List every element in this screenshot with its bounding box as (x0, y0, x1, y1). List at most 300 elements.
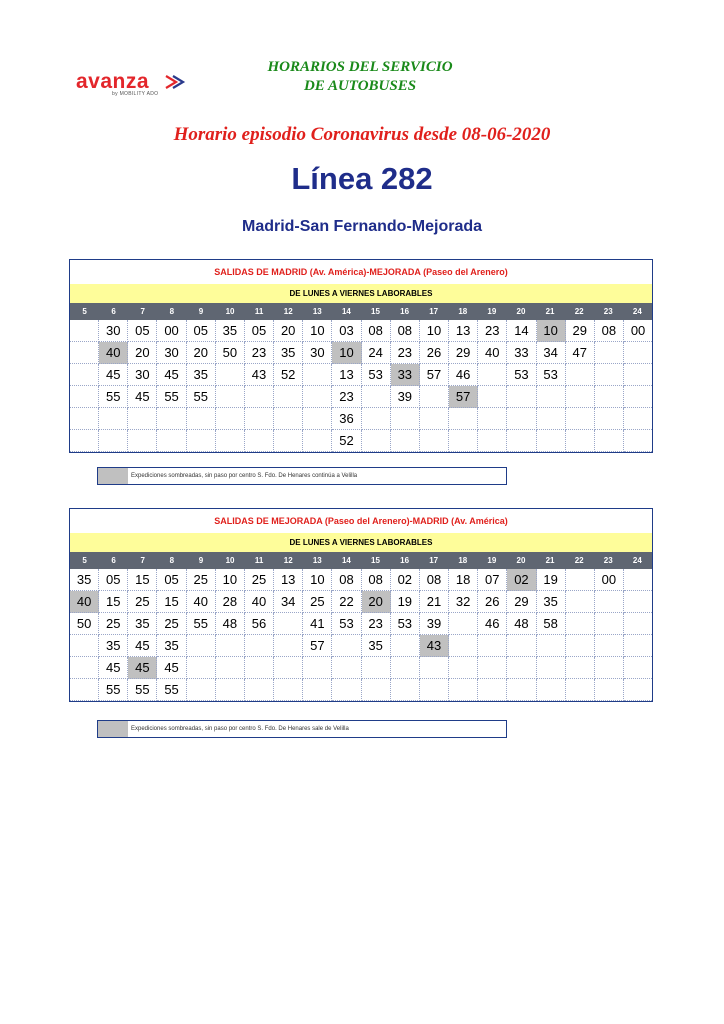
departure-cell: 05 (99, 569, 128, 591)
hour-header-cell: 15 (371, 307, 380, 316)
hour-header-cell: 13 (312, 556, 322, 565)
hour-header-cell: 18 (458, 307, 468, 316)
departure-cell (537, 657, 566, 679)
departure-cell: 55 (157, 386, 186, 408)
departure-cell: 05 (157, 569, 186, 591)
route-name: Madrid-San Fernando-Mejorada (241, 218, 483, 235)
departure-cell: 53 (391, 613, 420, 635)
departure-cell: 48 (507, 613, 536, 635)
departure-cell: 55 (157, 679, 186, 701)
departure-cell: 45 (128, 657, 157, 679)
departure-cell (449, 657, 478, 679)
departure-cell (566, 591, 595, 613)
departure-cell (245, 635, 274, 657)
departure-cell: 34 (537, 342, 566, 364)
departure-cell (537, 386, 566, 408)
hour-header-cell: 24 (632, 307, 642, 316)
line-title: Línea 282 (291, 161, 433, 196)
hour-header-cell: 5 (82, 307, 87, 316)
departure-cell (478, 679, 507, 701)
departure-cell (70, 386, 99, 408)
departure-cell (245, 657, 274, 679)
departure-cell (128, 430, 157, 452)
departure-cell: 02 (391, 569, 420, 591)
departure-cell: 13 (449, 320, 478, 342)
departure-cell: 45 (128, 635, 157, 657)
departure-cell: 45 (99, 657, 128, 679)
departure-cell: 08 (362, 569, 391, 591)
departure-cell: 58 (537, 613, 566, 635)
hour-header-cell: 22 (574, 307, 584, 316)
hour-header-cell: 10 (225, 556, 235, 565)
hour-header-cell: 6 (111, 556, 116, 565)
departure-cell (595, 657, 624, 679)
departure-cell (478, 635, 507, 657)
hour-header-cell: 8 (169, 556, 175, 565)
departure-cell (216, 386, 245, 408)
departure-cell (70, 320, 99, 342)
departure-cell (624, 569, 652, 591)
departure-cell: 23 (332, 386, 361, 408)
avanza-logo (76, 71, 196, 101)
hour-header-cell: 16 (400, 307, 410, 316)
departure-cell: 35 (537, 591, 566, 613)
departure-cell: 45 (157, 657, 186, 679)
departure-cell (274, 613, 303, 635)
timetable-madrid-mejorada (69, 259, 653, 453)
hour-header-cell: 22 (574, 556, 584, 565)
hour-header-cell: 18 (458, 556, 468, 565)
departure-cell (362, 430, 391, 452)
departure-cell: 05 (187, 320, 216, 342)
departure-cell: 56 (245, 613, 274, 635)
departure-cell (478, 364, 507, 386)
hour-header-cell: 10 (225, 307, 235, 316)
departure-cell (449, 613, 478, 635)
departure-cell: 14 (507, 320, 536, 342)
hour-header-cell: 5 (82, 556, 87, 565)
hour-header-cell: 11 (254, 556, 264, 565)
departure-cell: 08 (595, 320, 624, 342)
departure-cell: 00 (157, 320, 186, 342)
departure-cell: 39 (420, 613, 449, 635)
brand-sub: by MOBILITY ADO (112, 91, 159, 97)
departure-cell: 00 (595, 569, 624, 591)
hour-header-cell: 7 (140, 307, 145, 316)
departure-cell: 34 (274, 591, 303, 613)
hour-header-cell: 20 (516, 307, 526, 316)
departure-cell: 45 (157, 364, 186, 386)
departure-cell: 36 (332, 408, 361, 430)
legend-box (97, 467, 507, 485)
departure-cell (391, 635, 420, 657)
legend-swatch (98, 468, 128, 484)
departure-cell: 53 (537, 364, 566, 386)
hour-header-cell: 8 (169, 307, 175, 316)
table-row (70, 342, 652, 364)
departure-cell: 46 (449, 364, 478, 386)
departure-cell (157, 408, 186, 430)
departure-cell (99, 430, 128, 452)
departure-cell: 15 (157, 591, 186, 613)
hour-header-cell: 7 (140, 556, 145, 565)
days-banner: DE LUNES A VIERNES LABORABLES (70, 284, 652, 303)
departure-cell: 03 (332, 320, 361, 342)
departure-cell: 08 (362, 320, 391, 342)
departure-cell: 08 (391, 320, 420, 342)
departure-cell: 40 (70, 591, 99, 613)
departure-cell: 28 (216, 591, 245, 613)
departure-cell (70, 364, 99, 386)
departure-cell (420, 657, 449, 679)
hour-header-cell: 23 (603, 556, 613, 565)
departure-cell (566, 386, 595, 408)
hour-header-cell: 17 (429, 556, 439, 565)
departure-cell: 23 (245, 342, 274, 364)
departure-cell (274, 408, 303, 430)
departure-cell: 05 (128, 320, 157, 342)
departure-cell (216, 408, 245, 430)
departure-cell: 57 (420, 364, 449, 386)
departure-cell (566, 430, 595, 452)
table-title: SALIDAS DE MEJORADA (Paseo del Arenero)-MADRID (Av. América) (214, 516, 508, 526)
departure-cell (187, 430, 216, 452)
departure-cell (420, 386, 449, 408)
departure-cell (449, 679, 478, 701)
departure-cell (303, 386, 332, 408)
departure-cell (595, 679, 624, 701)
departure-cell (187, 408, 216, 430)
departure-cell: 24 (362, 342, 391, 364)
departure-cell (624, 408, 652, 430)
departure-cell: 26 (478, 591, 507, 613)
departure-cell: 23 (478, 320, 507, 342)
departure-cell (216, 679, 245, 701)
departure-cell: 57 (303, 635, 332, 657)
departure-cell: 10 (332, 342, 361, 364)
departure-cell: 35 (70, 569, 99, 591)
departure-cell (420, 408, 449, 430)
departure-cell (595, 364, 624, 386)
departure-cell (303, 430, 332, 452)
departure-cell: 41 (303, 613, 332, 635)
table-row (70, 657, 652, 679)
departure-cell (507, 679, 536, 701)
departure-cell (566, 364, 595, 386)
departure-cell: 07 (478, 569, 507, 591)
departure-cell: 08 (332, 569, 361, 591)
departure-cell: 08 (420, 569, 449, 591)
departure-cell: 35 (274, 342, 303, 364)
departure-cell (128, 408, 157, 430)
hour-header-cell: 9 (198, 307, 204, 316)
departure-cell (303, 408, 332, 430)
departure-cell (216, 430, 245, 452)
departure-cell: 33 (507, 342, 536, 364)
departure-cell: 15 (99, 591, 128, 613)
departure-cell: 20 (187, 342, 216, 364)
departure-cell (332, 635, 361, 657)
departure-cell (595, 591, 624, 613)
hour-header-cell: 9 (198, 556, 204, 565)
departure-cell (362, 679, 391, 701)
departure-cell (624, 342, 652, 364)
departure-cell: 52 (332, 430, 361, 452)
departure-cell: 50 (216, 342, 245, 364)
hour-header-cell: 21 (545, 556, 555, 565)
departure-cell (507, 635, 536, 657)
departure-cell (566, 613, 595, 635)
departure-cell (391, 430, 420, 452)
departure-cell (595, 430, 624, 452)
departure-cell: 22 (332, 591, 361, 613)
departure-cell (595, 408, 624, 430)
table-row (70, 430, 652, 452)
departure-cell (595, 342, 624, 364)
table-row (70, 386, 652, 408)
legend-text: Expediciones sombreadas, sin paso por centro S. Fdo. De Henares continúa a Velilla (131, 473, 358, 479)
departure-cell (187, 679, 216, 701)
departure-cell: 40 (478, 342, 507, 364)
hour-header-cell: 19 (487, 556, 497, 565)
departure-cell (391, 657, 420, 679)
departure-cell: 29 (566, 320, 595, 342)
departure-cell: 46 (478, 613, 507, 635)
hour-header-cell: 21 (545, 307, 555, 316)
departure-cell: 19 (391, 591, 420, 613)
table-row (70, 569, 652, 591)
departure-cell (507, 408, 536, 430)
departure-cell (157, 430, 186, 452)
departure-cell (70, 342, 99, 364)
departure-cell: 43 (420, 635, 449, 657)
legend-text: Expediciones sombreadas, sin paso por centro S. Fdo. De Henares sale de Velilla (131, 726, 349, 732)
departure-cell (332, 679, 361, 701)
departure-cell (274, 430, 303, 452)
legend-box (97, 720, 507, 738)
timetable-mejorada-madrid (69, 508, 653, 702)
hour-header-cell: 19 (487, 307, 497, 316)
hour-header-cell: 23 (603, 307, 613, 316)
departure-cell: 55 (99, 679, 128, 701)
departure-cell: 40 (245, 591, 274, 613)
departure-cell (595, 386, 624, 408)
hour-header-cell: 14 (341, 556, 351, 565)
departure-cell: 29 (449, 342, 478, 364)
departure-cell (245, 408, 274, 430)
departure-cell: 23 (362, 613, 391, 635)
departure-cell: 35 (187, 364, 216, 386)
departure-cell (624, 613, 652, 635)
departure-cell (449, 430, 478, 452)
departure-cell (70, 657, 99, 679)
departure-cell (624, 657, 652, 679)
departure-cell: 25 (187, 569, 216, 591)
departure-cell: 10 (303, 569, 332, 591)
arrow-icon (164, 74, 186, 90)
episode-subtitle: Horario episodio Coronavirus desde 08-06-2020 (173, 124, 551, 145)
departure-cell: 10 (216, 569, 245, 591)
departure-cell (507, 430, 536, 452)
departure-cell: 25 (99, 613, 128, 635)
departure-cell (566, 569, 595, 591)
departure-cell (624, 635, 652, 657)
table-row (70, 408, 652, 430)
hour-header-cell: 20 (516, 556, 526, 565)
departure-cell: 15 (128, 569, 157, 591)
departure-cell: 35 (216, 320, 245, 342)
departure-cell: 13 (274, 569, 303, 591)
departure-cell (70, 679, 99, 701)
departure-cell (274, 657, 303, 679)
departure-cell: 25 (128, 591, 157, 613)
departure-cell: 55 (99, 386, 128, 408)
header-title-line2: DE AUTOBUSES (303, 78, 417, 94)
hours-header (70, 303, 652, 320)
departure-cell (420, 679, 449, 701)
departure-cell (303, 679, 332, 701)
departure-cell: 52 (274, 364, 303, 386)
table-row (70, 320, 652, 342)
departure-cell (332, 657, 361, 679)
departure-cell: 25 (303, 591, 332, 613)
departure-cell (391, 408, 420, 430)
departure-cell: 40 (187, 591, 216, 613)
departure-cell: 43 (245, 364, 274, 386)
departure-cell (245, 386, 274, 408)
departure-cell: 18 (449, 569, 478, 591)
hours-header (70, 552, 652, 569)
hour-header-cell: 11 (254, 307, 264, 316)
departure-cell: 00 (624, 320, 652, 342)
departure-cell: 30 (128, 364, 157, 386)
departure-cell (391, 679, 420, 701)
departure-cell: 25 (157, 613, 186, 635)
departure-cell (566, 635, 595, 657)
departure-cell: 21 (420, 591, 449, 613)
departure-cell (624, 364, 652, 386)
departure-cell (624, 591, 652, 613)
hour-header-cell: 24 (632, 556, 642, 565)
departure-cell: 55 (187, 386, 216, 408)
departure-cell (362, 386, 391, 408)
hour-header-cell: 14 (341, 307, 351, 316)
departure-cell: 53 (507, 364, 536, 386)
departure-cell: 32 (449, 591, 478, 613)
departure-cell: 53 (362, 364, 391, 386)
departure-cell: 39 (391, 386, 420, 408)
table-row (70, 364, 652, 386)
hour-header-cell: 6 (111, 307, 116, 316)
table-row (70, 591, 652, 613)
departure-cell (566, 679, 595, 701)
departures-grid (70, 569, 652, 701)
departure-cell (420, 430, 449, 452)
departure-cell (362, 657, 391, 679)
departure-cell: 55 (128, 679, 157, 701)
hour-header-cell: 17 (429, 307, 439, 316)
departure-cell (566, 408, 595, 430)
departure-cell (303, 657, 332, 679)
departure-cell: 20 (274, 320, 303, 342)
hour-header-cell: 15 (371, 556, 380, 565)
departure-cell: 30 (157, 342, 186, 364)
hour-header-cell: 12 (283, 307, 293, 316)
table-row (70, 613, 652, 635)
departure-cell (303, 364, 332, 386)
departure-cell (70, 635, 99, 657)
departure-cell (507, 386, 536, 408)
departure-cell: 05 (245, 320, 274, 342)
departure-cell (595, 613, 624, 635)
hour-header-cell: 16 (400, 556, 410, 565)
departure-cell (274, 635, 303, 657)
departure-cell: 40 (99, 342, 128, 364)
departure-cell (624, 386, 652, 408)
departure-cell: 25 (245, 569, 274, 591)
table-row (70, 635, 652, 657)
departure-cell: 57 (449, 386, 478, 408)
departure-cell: 10 (537, 320, 566, 342)
header-title-line1: HORARIOS DEL SERVICIO (267, 59, 453, 75)
departure-cell (624, 430, 652, 452)
hour-header-cell: 12 (283, 556, 293, 565)
departure-cell: 20 (128, 342, 157, 364)
departure-cell (566, 657, 595, 679)
legend-swatch (98, 721, 128, 737)
departure-cell: 35 (157, 635, 186, 657)
departure-cell: 53 (332, 613, 361, 635)
departure-cell (537, 635, 566, 657)
departure-cell (449, 408, 478, 430)
departure-cell (478, 386, 507, 408)
departure-cell (245, 430, 274, 452)
departure-cell (274, 679, 303, 701)
departures-grid (70, 320, 652, 452)
departure-cell (362, 408, 391, 430)
departure-cell: 33 (391, 364, 420, 386)
days-banner: DE LUNES A VIERNES LABORABLES (70, 533, 652, 552)
departure-cell (274, 386, 303, 408)
table-row (70, 679, 652, 701)
departure-cell: 48 (216, 613, 245, 635)
departure-cell (187, 635, 216, 657)
departure-cell (537, 408, 566, 430)
departure-cell (99, 408, 128, 430)
table-title: SALIDAS DE MADRID (Av. América)-MEJORADA (Paseo del Arenero) (214, 267, 508, 277)
departure-cell (537, 679, 566, 701)
departure-cell: 20 (362, 591, 391, 613)
departure-cell: 50 (70, 613, 99, 635)
departure-cell: 55 (187, 613, 216, 635)
departure-cell: 30 (303, 342, 332, 364)
departure-cell: 02 (507, 569, 536, 591)
departure-cell (478, 430, 507, 452)
departure-cell (595, 635, 624, 657)
departure-cell (70, 408, 99, 430)
hour-header-cell: 13 (312, 307, 322, 316)
departure-cell: 10 (303, 320, 332, 342)
brand-name: avanza (76, 70, 150, 93)
departure-cell (216, 635, 245, 657)
departure-cell: 47 (566, 342, 595, 364)
departure-cell: 10 (420, 320, 449, 342)
departure-cell (624, 679, 652, 701)
departure-cell: 35 (99, 635, 128, 657)
departure-cell (70, 430, 99, 452)
departure-cell (187, 657, 216, 679)
departure-cell: 45 (128, 386, 157, 408)
